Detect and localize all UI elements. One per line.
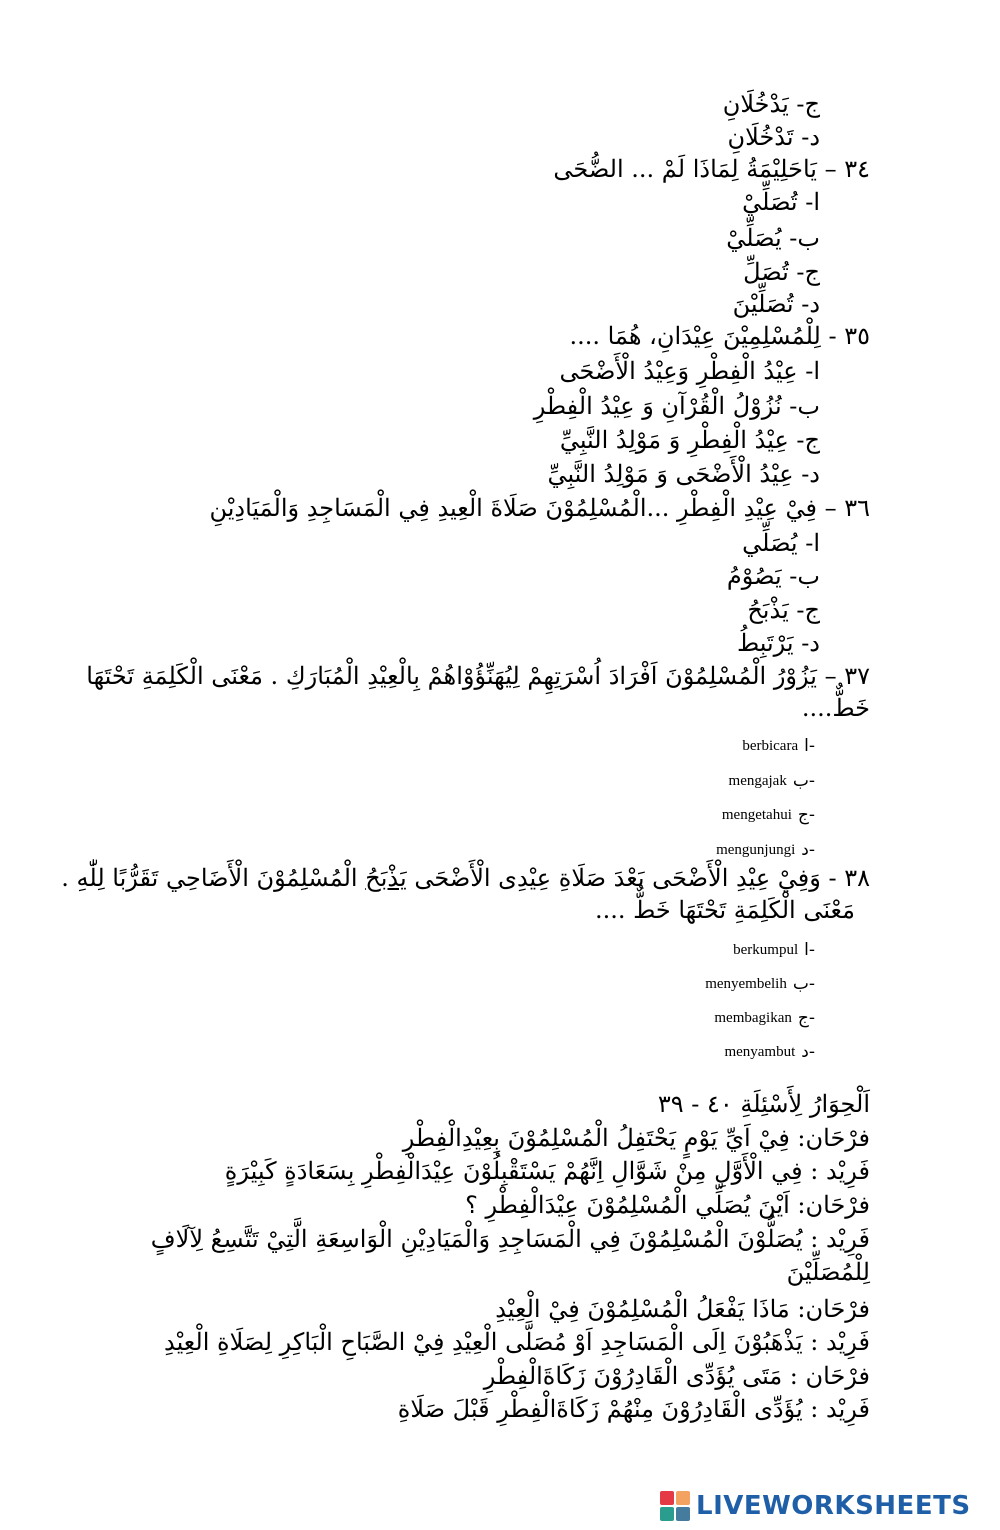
- q35-option-d: د- عِيْدُ الْأَضْحَى وَ مَوْلِدُ النَّبِيِّ: [547, 460, 820, 488]
- option-text: menyambut: [724, 1043, 796, 1060]
- q38-option-j[interactable]: [714, 1008, 815, 1028]
- option-text: berkumpul: [733, 941, 799, 958]
- q37-option-j[interactable]: [722, 805, 815, 825]
- logo-square: [660, 1491, 674, 1505]
- option-letter: ب-: [792, 974, 815, 994]
- q38-text-line2: مَعْنَى الْكَلِمَةِ تَحْتَهَا خَطٌّ ....: [594, 896, 855, 924]
- option-letter: ب-: [792, 771, 815, 791]
- question-38: [61, 862, 870, 894]
- dialog-line: فرْحَان: مَاذَا يَفْعَلُ الْمُسْلِمُوْنَ فِيْ الْعِيْدِ: [495, 1295, 870, 1323]
- dialog-line: فرْحَان: فِيْ اَيِّ يَوْمٍ يَحْتَفِلُ الْمُسْلِمُوْنَ بِعِيْدِالْفِطْرِ: [402, 1124, 870, 1152]
- dialog-line: لِلْمُصَلِّيْنَ: [786, 1258, 870, 1286]
- question-37: [86, 660, 870, 692]
- q33-option-d: د- تَدْخُلَانِ: [727, 123, 820, 151]
- option-text: mengetahui: [721, 806, 792, 823]
- q34-option-a: ا- تُصَلِّيْ: [742, 188, 820, 216]
- logo-icon: [660, 1491, 690, 1521]
- dialog-line: فرْحَان : مَتَى يُؤَدِّى الْقَادِرُوْنَ زَكَاةَالْفِطْرِ: [483, 1362, 870, 1390]
- question-35: ٣٥ - لِلْمُسْلِمِيْنَ عِيْدَانِ، هُمَا ....: [569, 322, 870, 350]
- liveworksheets-logo: [660, 1482, 1000, 1530]
- q37-option-b[interactable]: [729, 771, 815, 791]
- option-text: mengajak: [728, 772, 787, 789]
- q35-option-j: ج- عِيْدُ الْفِطْرِ وَ مَوْلِدُ النَّبِيِّ: [559, 426, 820, 454]
- q38-text-start: ٣٨ - وَفِيْ عِيْدِ الْأَضْحَى بَعْدَ صَلَاةِ عِيْدِى الْأَضْحَى: [406, 864, 870, 892]
- q34-option-d: د- تُصَلِّيْنَ: [732, 290, 820, 318]
- q35-option-b: ب- نُزُوْلُ الْقُرْآنِ وَ عِيْدُ الْفِطْرِ: [533, 392, 820, 420]
- option-text: membagikan: [714, 1009, 792, 1026]
- option-letter: ا-: [804, 940, 815, 960]
- q35-option-a: ا- عِيْدُ الْفِطْرِ وَعِيْدُ الْأَضْحَى: [559, 357, 820, 385]
- q38-option-b[interactable]: [705, 974, 815, 994]
- q38-option-a[interactable]: [733, 940, 815, 960]
- option-letter: د-: [801, 840, 815, 860]
- q37-option-a[interactable]: [742, 736, 815, 756]
- question-34: ٣٤ – يَاحَلِيْمَةُ لِمَاذَا لَمْ ... الضُّحَى: [553, 155, 870, 183]
- q36-option-j: ج- يَذْبَحُ: [747, 596, 820, 624]
- option-text: berbicara: [742, 737, 799, 754]
- logo-square: [676, 1507, 690, 1521]
- option-letter: ج-: [797, 1008, 815, 1028]
- q38-underlined-word: يَذْبَحُ: [365, 864, 407, 892]
- dialog-title: اَلْحِوَارُ لِأَسْئِلَةِ ٤٠ - ٣٩: [657, 1090, 870, 1118]
- q36-option-a: ا- يُصَلِّي: [742, 529, 820, 557]
- option-text: menyembelih: [705, 975, 787, 992]
- q38-option-d[interactable]: [724, 1042, 815, 1062]
- q37-text: الْمُسْلِمُوْنَ اَفْرَادَ اُسْرَتِهِمْ لِيُهَنِّؤُوْاهُمْ بِالْعِيْدِ الْمُبَارَكِ . مَعْنَى الْكَلِمَةِ تَحْتَهَا: [86, 662, 774, 690]
- q38-text-end: الْمُسْلِمُوْنَ الْأَضَاحِي تَقَرُّبًا لِلّٰهِ .: [61, 864, 366, 892]
- brand-name: LIVEWORKSHEETS: [696, 1491, 971, 1521]
- q37-option-d[interactable]: [716, 840, 815, 860]
- logo-square: [660, 1507, 674, 1521]
- question-36: ٣٦ – فِيْ عِيْدِ الْفِطْرِ ...الْمُسْلِمُوْنَ صَلَاةَ الْعِيدِ فِي الْمَسَاجِدِ وَالْمَيَادِيْنِ: [209, 494, 870, 522]
- q34-option-b: ب- يُصَلِّيْ: [726, 224, 820, 252]
- option-text: mengunjungi: [716, 841, 796, 858]
- q36-option-d: د- يَرْتَبِطُ: [736, 629, 820, 657]
- dialog-line: فَرِيْد : يُؤَدِّى الْقَادِرُوْنَ مِنْهُمْ زَكَاةَالْفِطْرِ قَبْلَ صَلَاةِ: [397, 1395, 870, 1423]
- logo-square: [676, 1491, 690, 1505]
- dialog-line: فَرِيْد : يَذْهَبُوْنَ اِلَى الْمَسَاجِدِ اَوْ مُصَلَّى الْعِيْدِ فِيْ الصَّبَاحِ الْبَاكِرِ لِصَلَاةِ الْعِيْدِ: [163, 1328, 870, 1356]
- q37-underlined-word: يَزُوْرُ: [773, 662, 817, 690]
- option-letter: د-: [801, 1042, 815, 1062]
- q37-text-line2: خَطٌّ....: [801, 694, 870, 722]
- q34-option-j: ج- تُصَلِّ: [743, 258, 820, 286]
- q37-number: ٣٧ –: [824, 662, 870, 690]
- option-letter: ج-: [797, 805, 815, 825]
- option-letter: ا-: [804, 736, 815, 756]
- dialog-line: فَرِيْد : فِي الْأَوَّلِ مِنْ شَوَّالِ اِنَّهُمْ يَسْتَقْبِلُوْنَ عِيْدَالْفِطْرِ بِسَعَادَةٍ كَبِيْرَةٍ: [224, 1157, 870, 1185]
- q36-option-b: ب- يَصُوْمُ: [726, 562, 820, 590]
- dialog-line: فرْحَان: اَيْنَ يُصَلِّي الْمُسْلِمُوْنَ عِيْدَالْفِطْرِ ؟: [465, 1191, 870, 1219]
- q33-option-j: ج- يَدْخُلَانِ: [722, 90, 820, 118]
- dialog-line: فَرِيْد : يُصَلُّوْنَ الْمُسْلِمُوْنَ فِي الْمَسَاجِدِ وَالْمَيَادِيْنِ الْوَاسِعَةِ الَّتِيْ تَتَّسِعُ لِآلَافٍ: [150, 1225, 870, 1253]
